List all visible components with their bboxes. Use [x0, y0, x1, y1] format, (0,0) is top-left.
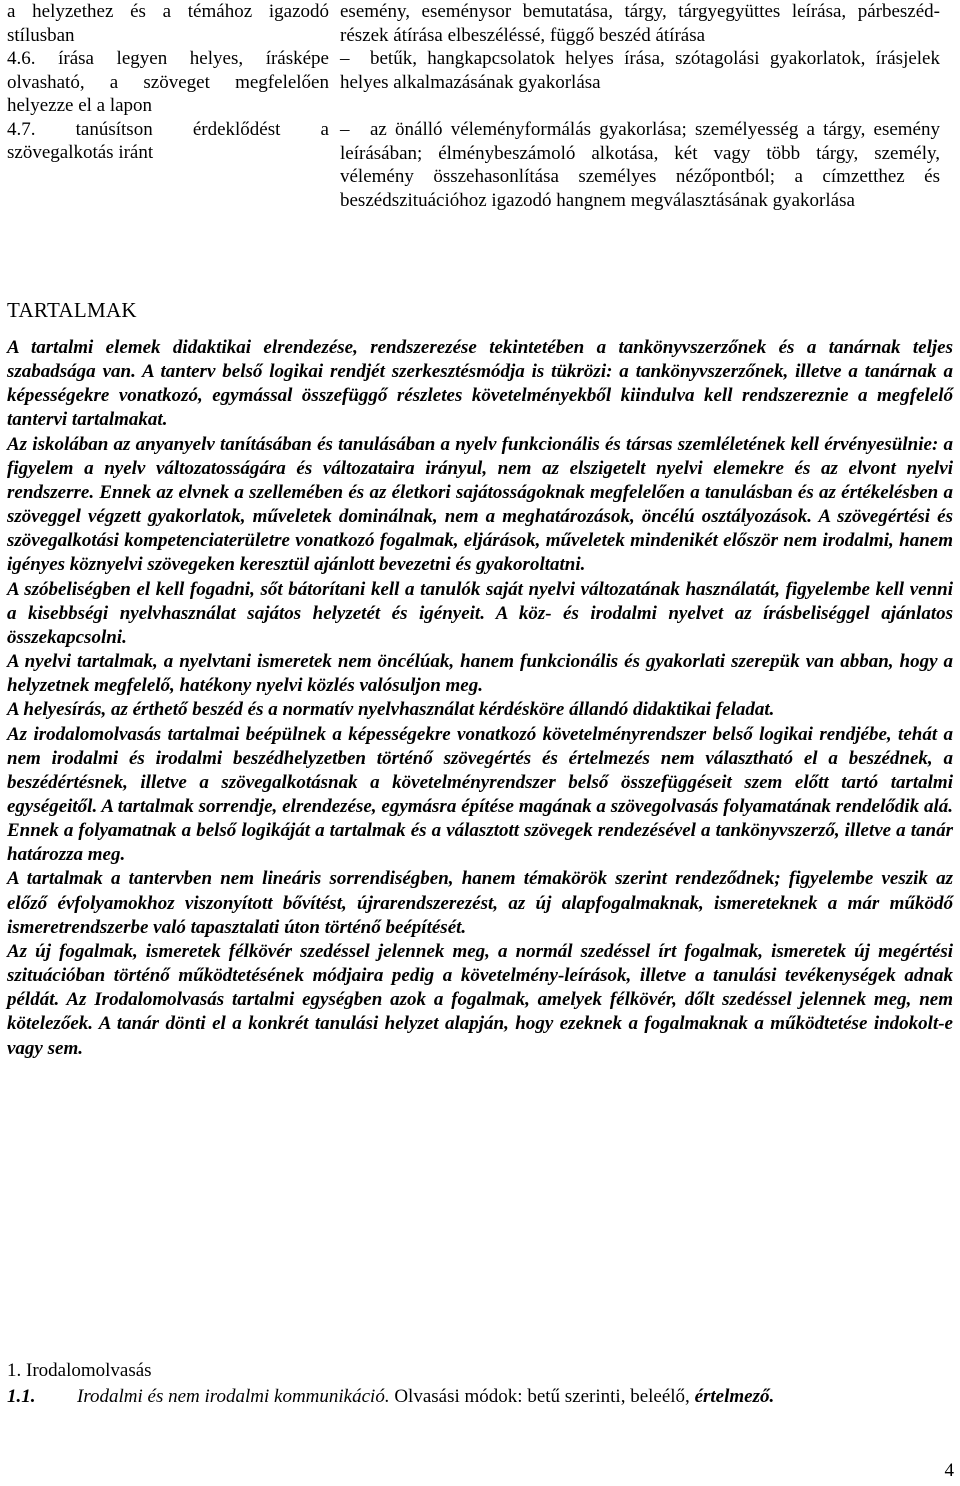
- numbered-section-list: [7, 1358, 953, 1410]
- requirement-continuation: a helyzethez és a témához igazodó stílusban: [7, 1, 329, 46]
- subsection-number: 1.1.: [7, 1386, 36, 1407]
- requirements-column: [7, 0, 329, 165]
- activity-item-text: betűk, hangkapcsolatok helyes írása, szótagolási gyakorlatok, írásjelek helyes alkalmazásának gyakorlása: [340, 48, 940, 93]
- section-1-1-heading: [7, 1384, 953, 1410]
- paragraph: A tartalmak a tantervben nem lineáris sorrendiségben, hanem témakörök szerint rendeződnek; figyelembe veszik az előző évfolyamokhoz viszonyított bővítést, újrarendszerezést, az új alapfogalmaknak, ismereteknek a már működő ismeretrendszerbe való tapasztalati úton történő beépítését.: [7, 868, 953, 938]
- activity-item-text: az önálló véleményformálás gyakorlása; személyesség a tárgy, esemény leírásában; élménybeszámoló alkotása, két vagy több tárgy, személy, vélemény összehasonlítása személyes nézőpontból; a címzetthez és beszédszituációhoz igazodó hangnem megválasztásának gyakorlása: [340, 119, 940, 211]
- activity-continuation: esemény, eseménysor bemutatása, tárgy, tárgyegyüttes leírása, párbeszéd-részek átírása elbeszéléssé, függő beszéd átírása: [340, 1, 940, 46]
- paragraph: Az irodalomolvasás tartalmai beépülnek a képességekre vonatkozó követelményrendszer belső logikai rendjébe, tehát a nem irodalmi és irodalmi beszédhelyzetben történő szövegértés és értelmezés nem választható el a beszédnek, a beszédértésnek, illetve a szövegalkotásnak a követelményrendszer belső összefüggéseit szem előtt tartó tartalmi egységeitől. A tartalmak sorrendje, elrendezése, egymásra építése magának a szövegolvasás folyamatának rendelődik alá. Ennek a folyamatnak a belső logikáját a tartalmak és a választott szövegek rendezésével a tankönyvszerző, illetve a tanár határozza meg.: [7, 723, 953, 866]
- paragraph: A szóbeliségben el kell fogadni, sőt bátorítani kell a tanulók saját nyelvi változatának használatát, figyelembe kell venni a kisebbségi nyelvhasználat sajátos helyzetét és igényeit. A köz- és irodalmi nyelvet az írásbeliséggel ajánlatos összekapcsolni.: [7, 578, 953, 648]
- subsection-title: Irodalmi és nem irodalmi kommunikáció.: [77, 1386, 390, 1407]
- activity-item-writing: [340, 47, 940, 94]
- subsection-text: Olvasási módok: betű szerinti, beleélő,: [394, 1386, 690, 1407]
- paragraph: Az iskolában az anyanyelv tanításában és tanulásában a nyelv funkcionális és társas szemléletének kell érvényesülnie: a figyelem a nyelv változatosságára és változataira irányul, nem az elszigetelt nyelvi elemekre és az elvont nyelvi rendszerre. Ennek az elvnek a szellemében és az életkori sajátosságoknak megfelelően a tanulásban és az értékelésben a szöveggel végzett gyakorlatok, műveletek dominálnak, nem a meghatározások, öncélú osztályozások. A szövegértési és szövegalkotási kompetenciaterületre vonatkozó fogalmak, eljárások, műveletek mindenikét először nem irodalmi, hanem igényes köznyelvi szövegeken keresztül ajánlott bevezetni és gyakoroltatni.: [7, 433, 953, 576]
- dash-bullet: –: [340, 119, 350, 140]
- section-1-heading: [7, 1358, 953, 1384]
- subsection-bold-term: értelmező.: [694, 1386, 775, 1407]
- page-number: 4: [944, 1460, 954, 1481]
- paragraph: A tartalmi elemek didaktikai elrendezése, rendszerezése tekintetében a tankönyvszerzőnek és a tanárnak teljes szabadsága van. A tanterv belső logikai rendjét szerkesztésmódja is tükrözi: a tankönyvszerzőnek, illetve a tanárnak a képességekre vonatkozó, egymással összefüggő részletes követelményekből kiindulva kell rendszereznie a megfelelő tantervi tartalmakat.: [7, 337, 953, 431]
- paragraph: A helyesírás, az érthető beszéd és a normatív nyelvhasználat kérdésköre állandó didaktikai feladat.: [7, 699, 775, 721]
- paragraph: A nyelvi tartalmak, a nyelvtani ismeretek nem öncélúak, hanem funkcionális és gyakorlati szerepük van abban, hogy a helyzetnek megfelelő, hatékony nyelvi közlés valósuljon meg.: [7, 651, 953, 697]
- paragraph: Az új fogalmak, ismeretek félkövér szedéssel jelennek meg, a normál szedéssel írt fogalmak, ismeretek új megértési szituációban történő működtetésének módjaira pedig a követelmény-leírások, illetve a tanulási tevékenységek adnak példát. Az Irodalomolvasás tartalmi egységben azok a fogalmak, amelyek félkövér, dőlt szedéssel jelennek meg, nem kötelezőek. A tanár dönti el a konkrét tanulási helyzet alapján, hogy ezeknek a fogalmaknak a működtetése indokolt-e vagy sem.: [7, 940, 953, 1059]
- activity-item-opinion: [340, 118, 940, 212]
- section-heading-tartalmak: TARTALMAK: [7, 298, 137, 322]
- section-number: 1.: [7, 1360, 22, 1381]
- activities-column: [340, 0, 940, 212]
- section-title: Irodalomolvasás: [26, 1360, 152, 1381]
- contents-body: [7, 336, 953, 1061]
- requirement-4-7: 4.7. tanúsítson érdeklődést a szövegalkotás iránt: [7, 118, 329, 163]
- dash-bullet: –: [340, 48, 350, 69]
- requirement-4-6: 4.6. írása legyen helyes, írásképe olvasható, a szöveget megfelelően helyezze el a lapon: [7, 48, 329, 116]
